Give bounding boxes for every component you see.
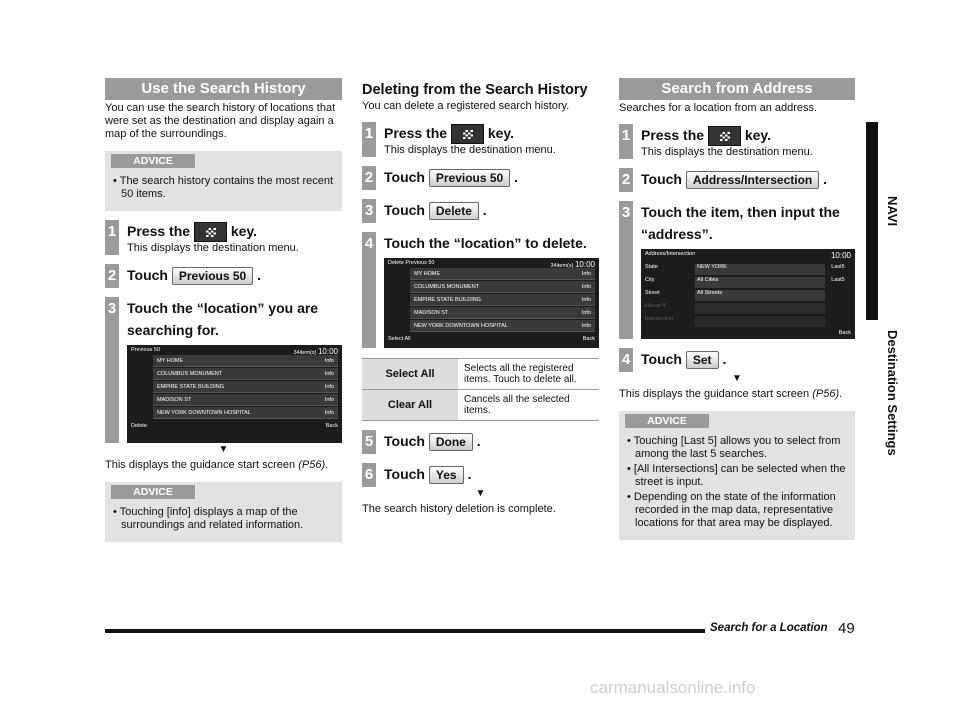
- step-number: 2: [105, 264, 119, 288]
- step-number: 6: [362, 463, 376, 487]
- step-3: [362, 199, 599, 223]
- step-number: 3: [619, 201, 633, 339]
- result-main: This displays the guidance start screen: [105, 459, 296, 472]
- footer-title: Search for a Location: [710, 622, 828, 634]
- step-text-end: .: [257, 267, 262, 284]
- option-desc: Selects all the registered items. Touch to delete all.: [458, 359, 599, 390]
- step-text: Touch: [384, 466, 425, 483]
- arrow-down-icon: ▼: [732, 373, 742, 385]
- step-text-end: key.: [487, 125, 515, 141]
- option-name: Select All: [362, 359, 458, 390]
- field-label: Street: [645, 290, 660, 297]
- step-number: 3: [362, 199, 376, 223]
- row-label: MADISON ST: [414, 309, 449, 316]
- previous-50-screen: [127, 345, 342, 443]
- step-2: [105, 264, 342, 288]
- screen-back-button: Back: [325, 423, 338, 430]
- step-number: 3: [105, 297, 119, 443]
- field-value: All Streets: [695, 290, 825, 301]
- field-value: [695, 316, 825, 327]
- watermark: carmanualsonline.info: [590, 678, 756, 697]
- row-label: NEW YORK DOWNTOWN HOSPITAL: [414, 322, 508, 329]
- screen-title: Delete Previous 50: [388, 260, 435, 267]
- set-button: Set: [686, 351, 719, 369]
- advice-label: ADVICE: [111, 154, 195, 168]
- advice-box: [105, 151, 342, 211]
- step-5: [362, 430, 599, 454]
- step-text: Press the: [384, 125, 448, 141]
- column-use-search-history: [105, 78, 342, 542]
- screen-back-button: Back: [582, 336, 595, 343]
- step-number: 1: [105, 220, 119, 255]
- intro-text: Searches for a location from an address.: [619, 102, 818, 114]
- arrow-down-icon: ▼: [475, 488, 486, 500]
- screen-time: 10:00: [830, 251, 851, 261]
- step-text: Touch: [384, 202, 425, 219]
- step-text-end: key.: [230, 223, 258, 239]
- previous-50-button: Previous 50: [429, 169, 510, 187]
- row-label: MY HOME: [414, 270, 441, 277]
- destination-key-icon: [708, 126, 741, 146]
- step-2: [362, 166, 599, 190]
- step-text-end: key.: [744, 127, 772, 143]
- step-text-end: .: [482, 202, 487, 219]
- step-1: [362, 122, 599, 157]
- step-sub: This displays the destination menu.: [127, 242, 299, 255]
- field-label: House #: [645, 303, 666, 310]
- advice-item: • Touching [info] displays a map of the surroundings and related information.: [111, 506, 336, 532]
- step-3: [619, 201, 855, 339]
- screen-row: [153, 407, 338, 419]
- delete-button: Delete: [429, 202, 479, 220]
- step-text: Touch the “location” you are searching for.: [127, 300, 319, 339]
- result-end: .: [839, 388, 843, 401]
- option-desc: Cancels all the selected items.: [458, 390, 599, 421]
- info-label: Info: [581, 270, 591, 277]
- address-intersection-screen: [641, 249, 855, 339]
- info-label: Info: [324, 357, 334, 364]
- row-label: MADISON ST: [157, 396, 192, 403]
- step-sub: This displays the destination menu.: [641, 146, 813, 159]
- footer-rule: [105, 629, 705, 633]
- step-text-end: .: [467, 466, 472, 483]
- step-2: [619, 168, 855, 192]
- screen-delete-button: Delete: [131, 423, 147, 430]
- column-search-from-address: [619, 78, 855, 540]
- advice-label: ADVICE: [111, 485, 195, 499]
- field-label: State: [645, 264, 658, 271]
- address-intersection-button: Address/Intersection: [686, 171, 819, 189]
- row-label: COLUMBUS MONUMENT: [414, 283, 480, 290]
- step-text-end: .: [823, 171, 828, 188]
- step-1: [105, 220, 342, 255]
- info-label: Info: [324, 370, 334, 377]
- step-text: Touch: [384, 169, 425, 186]
- step-text: Touch: [641, 351, 682, 368]
- screen-row: [153, 394, 338, 406]
- screen-back-button: Back: [838, 330, 851, 337]
- previous-50-button: Previous 50: [172, 267, 253, 285]
- screen-row: [153, 368, 338, 380]
- step-text: Touch: [641, 171, 682, 188]
- step-number: 2: [362, 166, 376, 190]
- step-4: [619, 348, 855, 372]
- done-button: Done: [429, 433, 473, 451]
- step-number: 4: [362, 232, 376, 348]
- advice-item: • The search history contains the most recent 50 items.: [111, 175, 336, 201]
- result-main: This displays the guidance start screen: [619, 388, 810, 401]
- section-title: Search from Address: [619, 78, 855, 100]
- info-label: Info: [324, 409, 334, 416]
- advice-box: [105, 482, 342, 542]
- screen-title: Address/Intersection: [645, 251, 696, 258]
- step-text-end: .: [476, 433, 481, 450]
- advice-item: • Depending on the state of the information recorded in the map data, representative locations for that area may be displayed.: [625, 491, 849, 530]
- destination-key-icon: [194, 222, 227, 242]
- screen-count: 34item(s): [550, 263, 574, 270]
- side-navi-label: NAVI: [885, 196, 900, 227]
- advice-label: ADVICE: [625, 414, 709, 428]
- field-value: NEW YORK: [695, 264, 825, 275]
- last5-label: Last5: [831, 277, 845, 284]
- result-text: The search history deletion is complete.: [362, 503, 556, 516]
- section-title: Use the Search History: [105, 78, 342, 100]
- screen-row: [410, 320, 595, 332]
- step-text: Press the: [127, 223, 191, 239]
- step-text: Touch the item, then input the “address”.: [641, 204, 840, 243]
- row-label: COLUMBUS MONUMENT: [157, 370, 223, 377]
- column-deleting-search-history: [362, 78, 599, 516]
- info-label: Info: [581, 322, 591, 329]
- destination-key-icon: [451, 124, 484, 144]
- step-text: Press the: [641, 127, 705, 143]
- step-number: 2: [619, 168, 633, 192]
- option-table: [362, 358, 599, 421]
- step-sub: This displays the destination menu.: [384, 144, 556, 157]
- step-number: 5: [362, 430, 376, 454]
- row-label: EMPIRE STATE BUILDING: [157, 383, 225, 390]
- step-6: [362, 463, 599, 487]
- intro-text: You can use the search history of locations that were set as the destination and display again a map of the surroundings.: [105, 102, 336, 140]
- yes-button: Yes: [429, 466, 464, 484]
- info-label: Info: [324, 396, 334, 403]
- page-ref: (P56): [812, 388, 840, 401]
- step-number: 1: [362, 122, 376, 157]
- last5-label: Last5: [831, 264, 845, 271]
- result-text: [105, 459, 342, 472]
- advice-item: • [All Intersections] can be selected when the street is input.: [625, 463, 849, 489]
- step-text-end: .: [514, 169, 519, 186]
- info-label: Info: [581, 283, 591, 290]
- info-label: Info: [581, 296, 591, 303]
- screen-row: [410, 268, 595, 280]
- arrow-down-icon: ▼: [218, 444, 229, 456]
- step-text-end: .: [722, 351, 727, 368]
- screen-count: 34item(s): [293, 350, 317, 357]
- option-name: Clear All: [362, 390, 458, 421]
- side-section-label: Destination Settings: [885, 330, 900, 456]
- row-label: EMPIRE STATE BUILDING: [414, 296, 482, 303]
- result-text: [619, 388, 855, 401]
- screen-row: [153, 355, 338, 367]
- field-label: Intersection: [645, 316, 674, 323]
- screen-row: [410, 307, 595, 319]
- page-ref: (P56): [298, 459, 326, 472]
- page-number: 49: [838, 620, 855, 637]
- step-3: [105, 297, 342, 443]
- field-label: City: [645, 277, 655, 284]
- step-text: Touch: [384, 433, 425, 450]
- result-end: .: [325, 459, 329, 472]
- advice-box: [619, 411, 855, 540]
- row-label: NEW YORK DOWNTOWN HOSPITAL: [157, 409, 251, 416]
- advice-item: • Touching [Last 5] allows you to select from among the last 5 searches.: [625, 435, 849, 461]
- info-label: Info: [581, 309, 591, 316]
- screen-time: 10:00: [574, 260, 595, 270]
- section-title: Deleting from the Search History: [362, 82, 588, 98]
- side-tab-bar: [866, 122, 878, 320]
- step-1: [619, 124, 855, 159]
- info-label: Info: [324, 383, 334, 390]
- field-value: [695, 303, 825, 314]
- step-4: [362, 232, 599, 348]
- screen-row: [410, 294, 595, 306]
- screen-row: [153, 381, 338, 393]
- step-number: 1: [619, 124, 633, 159]
- screen-title: Previous 50: [131, 347, 161, 354]
- screen-time: 10:00: [317, 347, 338, 357]
- field-value: All Cities: [695, 277, 825, 288]
- screen-row: [410, 281, 595, 293]
- screen-select-all-button: Select All: [388, 336, 411, 343]
- step-number: 4: [619, 348, 633, 372]
- step-text: Touch: [127, 267, 168, 284]
- delete-previous-50-screen: [384, 258, 599, 348]
- step-text: Touch the “location” to delete.: [384, 235, 587, 252]
- row-label: MY HOME: [157, 357, 184, 364]
- intro-text: You can delete a registered search history.: [362, 100, 570, 112]
